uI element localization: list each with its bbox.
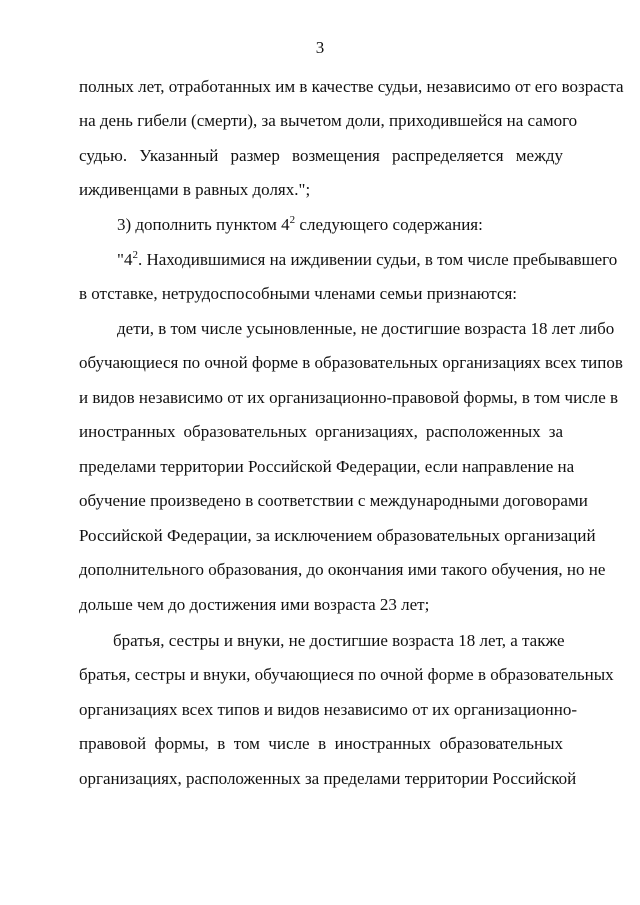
text-line: в отставке, нетрудоспособными членами семьи признаются: — [79, 284, 518, 303]
text-fragment: 3) дополнить пунктом 4 — [117, 215, 290, 234]
text-line: судью. Указанный размер возмещения распределяется между — [79, 146, 563, 165]
text-line: Российской Федерации, за исключением образовательных организаций — [79, 526, 596, 545]
text-line: братья, сестры и внуки, обучающиеся по очной форме в образовательных — [79, 665, 614, 684]
page-number: 3 — [315, 38, 325, 57]
text-line: иждивенцами в равных долях."; — [79, 180, 311, 199]
text-fragment: следующего содержания: — [295, 215, 483, 234]
text-line: правовой формы, в том числе в иностранных образовательных — [79, 734, 563, 753]
text-line: братья, сестры и внуки, не достигшие возраста 18 лет, а также — [113, 631, 565, 650]
text-fragment: . Находившимися на иждивении судьи, в том числе пребывавшего — [137, 250, 618, 269]
text-line: полных лет, отработанных им в качестве судьи, независимо от его возраста — [79, 77, 624, 96]
text-line: на день гибели (смерти), за вычетом доли, приходившейся на самого — [79, 111, 578, 130]
text-line: организациях, расположенных за пределами территории Российской — [79, 769, 577, 788]
text-line-with-superscript — [117, 214, 563, 236]
text-line: организациях всех типов и видов независимо от их организационно- — [79, 700, 578, 719]
text-line: и видов независимо от их организационно-правовой формы, в том числе в — [79, 388, 619, 407]
text-line: иностранных образовательных организациях, расположенных за — [79, 422, 563, 441]
text-line-with-superscript — [117, 249, 618, 271]
text-line: пределами территории Российской Федерации, если направление на — [79, 457, 575, 476]
text-line: дольше чем до достижения ими возраста 23 лет; — [79, 595, 430, 614]
text-line: дополнительного образования, до окончания ими такого обучения, но не — [79, 560, 606, 579]
superscript: 2 — [132, 249, 138, 261]
text-line: обучение произведено в соответствии с международными договорами — [79, 491, 588, 510]
text-line: дети, в том числе усыновленные, не достигшие возраста 18 лет либо — [117, 319, 615, 338]
text-line: обучающиеся по очной форме в образовательных организациях всех типов — [79, 353, 623, 372]
text-fragment: "4 — [117, 250, 133, 269]
superscript: 2 — [289, 214, 296, 226]
